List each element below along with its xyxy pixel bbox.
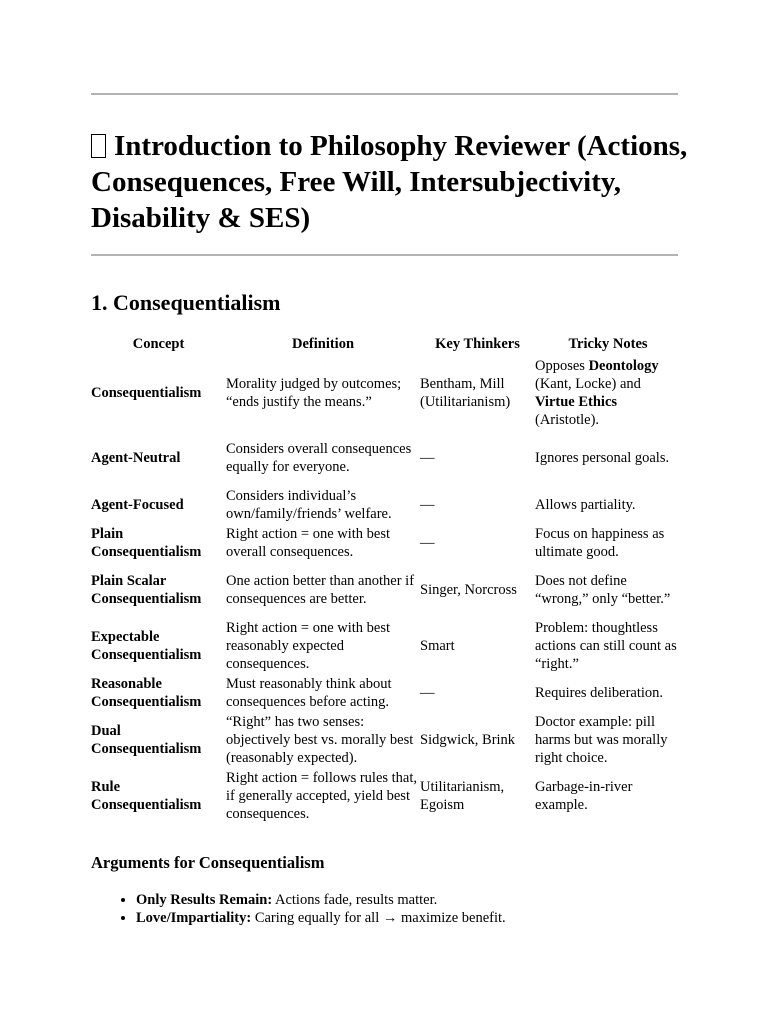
definition-cell: Right action = one with best overall consequences. [226,526,391,560]
concept-cell: Plain Consequentialism [91,526,202,560]
thinkers-cell: — [420,535,435,551]
table-header-row [91,335,681,356]
consequentialism-table [91,335,681,824]
thinkers-cell: Utilitarianism, Egoism [420,779,505,813]
notes-text: (Aristotle). [535,412,600,428]
definition-cell: Must reasonably think about consequences before acting. [226,676,392,710]
concept-cell: Rule Consequentialism [91,779,202,813]
column-header-thinkers: Key Thinkers [435,336,520,352]
list-item [136,909,696,927]
notes-emphasis: Deontology [588,358,659,374]
list-item [136,891,696,909]
argument-term: Love/Impartiality: [136,910,252,926]
notes-text: (Kant, Locke) and [535,376,641,392]
table-row [91,618,681,674]
page-title [91,128,691,236]
notes-cell: Does not define “wrong,” only “better.” [535,573,671,607]
definition-cell: Considers overall consequences equally for everyone. [226,441,412,475]
page-title-text: Introduction to Philosophy Reviewer (Actions, Consequences, Free Will, Intersubjectivity, Disability & SES) [91,130,688,234]
concept-cell: Plain Scalar Consequentialism [91,573,202,607]
column-header-definition: Definition [291,336,355,352]
section-heading: 1. Consequentialism [91,290,281,315]
concept-cell: Reasonable Consequentialism [91,676,202,710]
thinkers-cell: Smart [420,638,455,654]
notes-cell: Doctor example: pill harms but was morally right choice. [535,714,668,766]
thinkers-cell: Bentham, Mill (Utilitarianism) [420,376,511,410]
table-row [91,430,681,486]
argument-term: Only Results Remain: [136,892,273,908]
definition-cell: Considers individual’s own/family/friends’ welfare. [226,488,392,522]
table-row [91,712,681,768]
table-row [91,524,681,562]
thinkers-cell: Sidgwick, Brink [420,732,516,748]
title-divider [91,254,678,256]
notes-text: Opposes [535,358,589,374]
thinkers-cell: Singer, Norcross [420,582,517,598]
notes-cell: Focus on happiness as ultimate good. [535,526,665,560]
concept-cell: Expectable Consequentialism [91,629,202,663]
definition-cell: “Right” has two senses: objectively best vs. morally best (reasonably expected). [226,714,414,766]
table-row [91,486,681,524]
argument-text: Caring equally for all → maximize benefit. [251,910,506,926]
definition-cell: Right action = one with best reasonably expected consequences. [226,620,391,672]
table-row [91,356,681,430]
notes-cell: Problem: thoughtless actions can still count as “right.” [535,620,677,672]
table-row [91,768,681,824]
notes-cell [535,356,681,430]
notes-cell: Requires deliberation. [535,685,664,701]
definition-cell: Right action = follows rules that, if generally accepted, yield best consequences. [226,770,418,822]
missing-glyph-icon [91,134,106,158]
thinkers-cell: — [420,450,435,466]
table-row [91,674,681,712]
top-divider [91,93,678,95]
concept-cell: Agent-Focused [91,497,184,513]
concept-cell: Consequentialism [91,385,202,401]
notes-emphasis: Virtue Ethics [535,394,618,410]
definition-cell: Morality judged by outcomes; “ends justify the means.” [226,376,402,410]
notes-cell: Ignores personal goals. [535,450,670,466]
concept-cell: Dual Consequentialism [91,723,202,757]
notes-cell: Garbage-in-river example. [535,779,633,813]
column-header-notes: Tricky Notes [568,336,648,352]
definition-cell: One action better than another if consequences are better. [226,573,415,607]
thinkers-cell: — [420,685,435,701]
thinkers-cell: — [420,497,435,513]
notes-cell: Allows partiality. [535,497,636,513]
arguments-list [91,891,696,927]
argument-text: Actions fade, results matter. [272,892,438,908]
table-row [91,562,681,618]
column-header-concept: Concept [132,336,185,352]
arguments-heading: Arguments for Consequentialism [91,853,325,872]
concept-cell: Agent-Neutral [91,450,181,466]
